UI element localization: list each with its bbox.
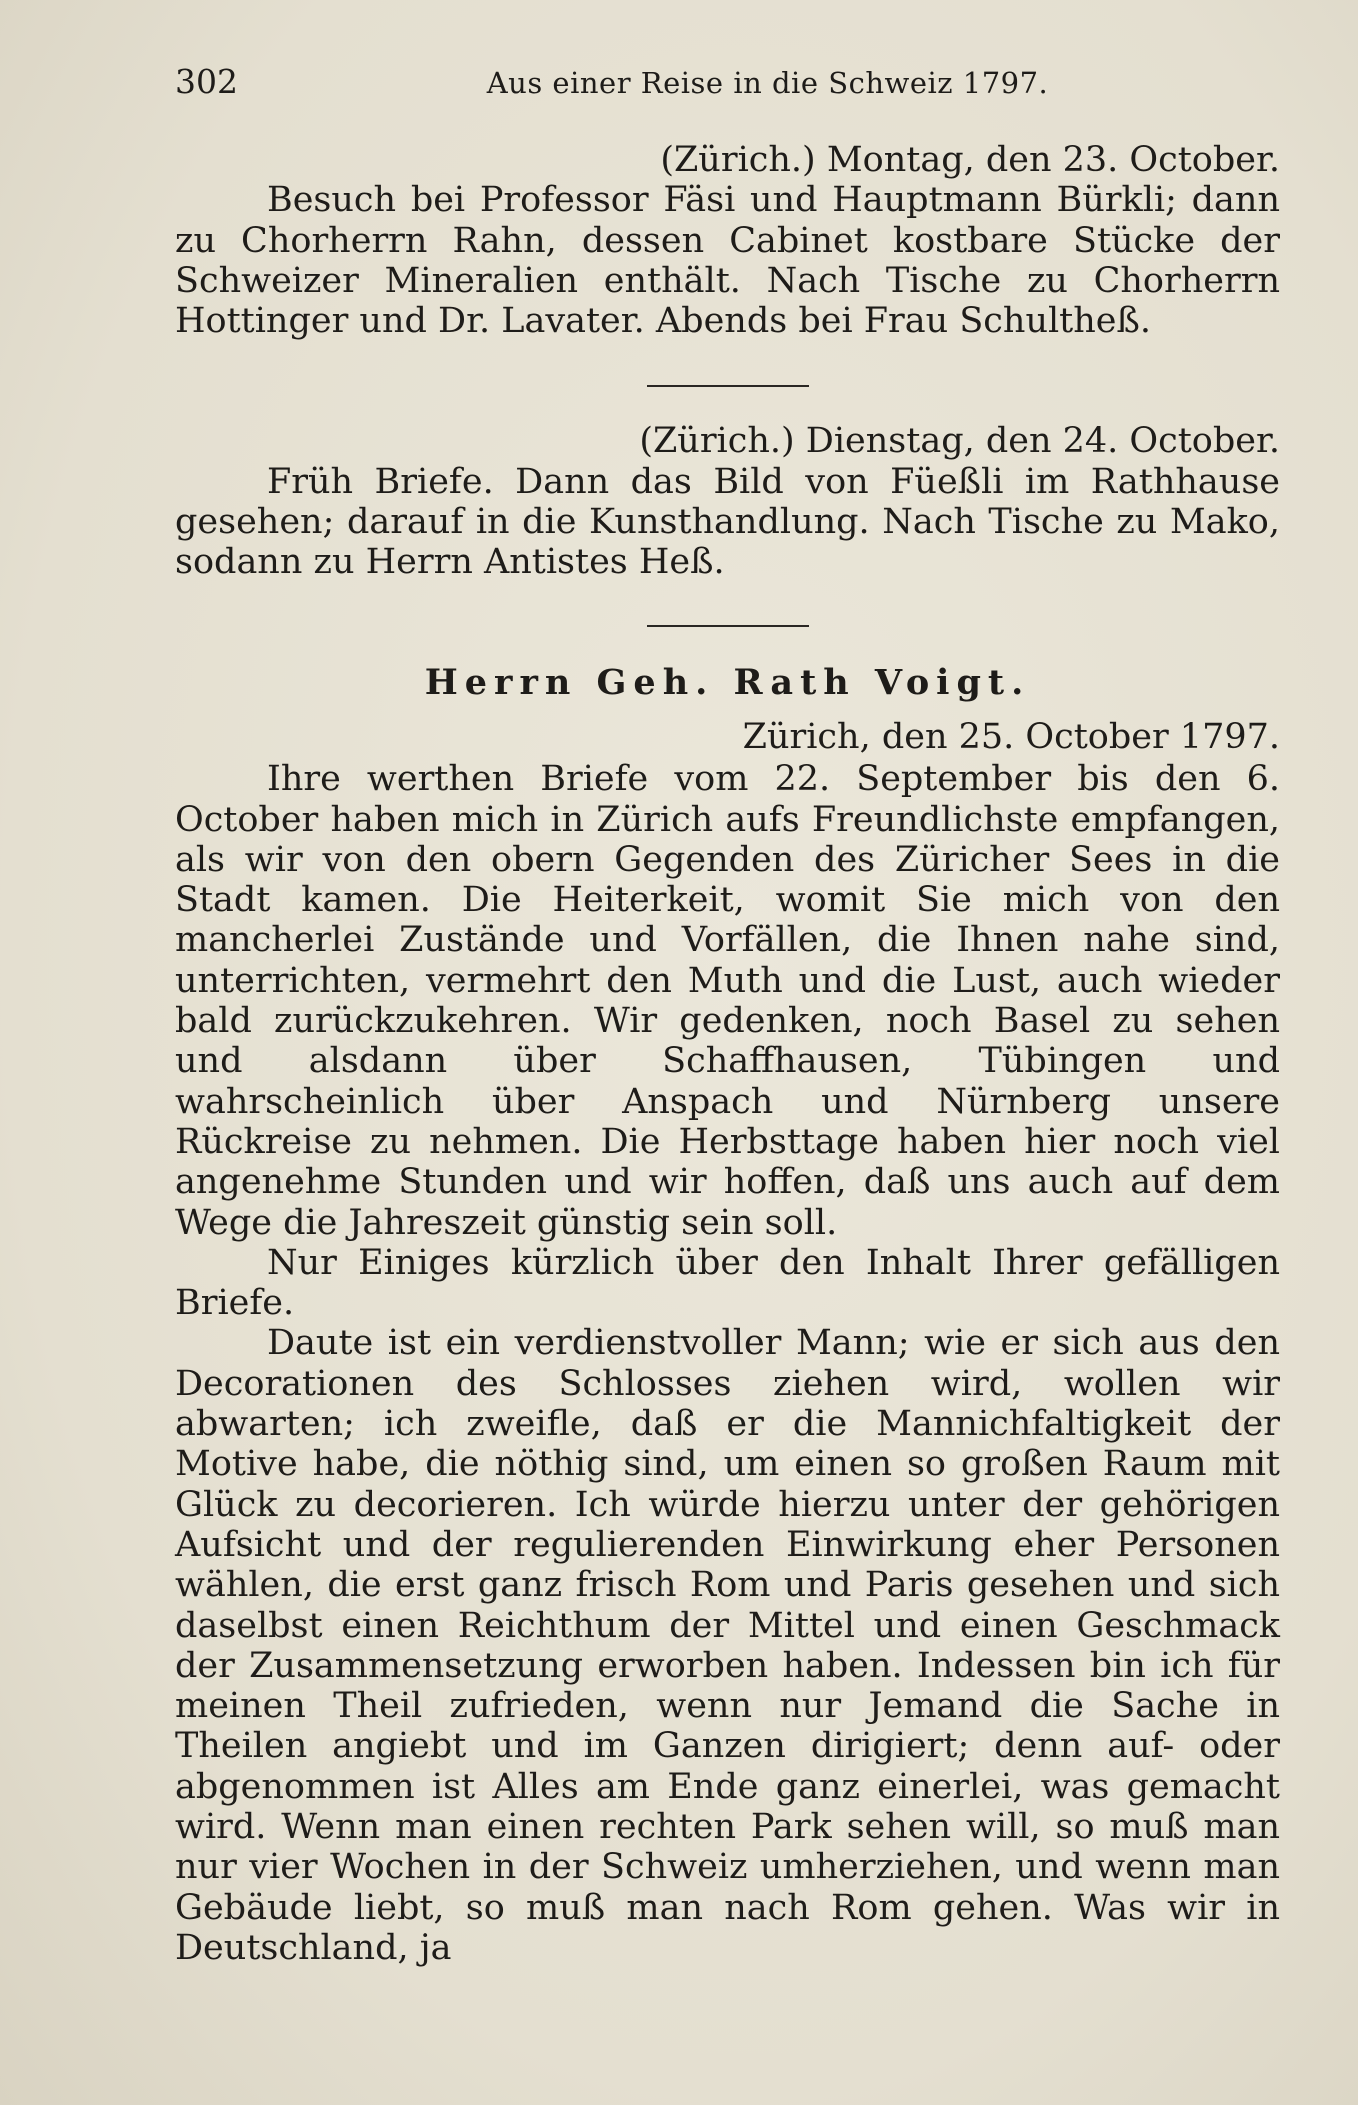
entry-text: Besuch bei Professor Fäsi und Hauptmann Bürkli; dann zu Chorherrn Rahn, dessen Cabinet kostbare Stücke der Schweizer Mineralien enthält. Nach Tische zu Chorherrn Hottinger und Dr. Lavater. Abends bei Frau Schultheß. xyxy=(175,180,1280,342)
entry-dateline: (Zürich.) Dienstag, den 24. October. xyxy=(639,421,1280,462)
running-head: Aus einer Reise in die Schweiz 1797. xyxy=(486,66,1049,100)
letter-paragraph: Ihre werthen Briefe vom 22. September bis den 6. October haben mich in Zürich aufs Freundlichste empfangen, als wir von den obern Gegenden des Züricher Sees in die Stadt kamen. Die Heiterkeit, womit Sie mich von den mancherlei Zustände und Vorfällen, die Ihnen nahe sind, unterrichten, vermehrt den Muth und die Lust, auch wieder bald zurückzukehren. Wir gedenken, noch Basel zu sehen und alsdann über Schaffhausen, Tübingen und wahrscheinlich über Anspach und Nürnberg unsere Rückreise zu nehmen. Die Herbsttage haben hier noch viel angenehme Stunden und wir hoffen, daß uns auch auf dem Wege die Jahreszeit günstig sein soll. xyxy=(175,759,1280,1243)
entry-dateline: (Zürich.) Montag, den 23. October. xyxy=(660,140,1280,180)
letter-heading: Herrn Geh. Rath Voigt. xyxy=(424,661,1031,703)
page-header xyxy=(175,62,1280,112)
page-body xyxy=(175,140,1280,1968)
letter-paragraph: Nur Einiges kürzlich über den Inhalt Ihrer gefälligen Briefe. xyxy=(175,1242,1280,1324)
section-divider xyxy=(647,385,809,387)
section-divider xyxy=(647,625,809,627)
page-number: 302 xyxy=(175,62,238,101)
letter-paragraph: Daute ist ein verdienstvoller Mann; wie er sich aus den Decorationen des Schlosses ziehen wird, wollen wir abwarten; ich zweifle, daß er die Mannichfaltigkeit der Motive habe, die nöthig sind, um einen so großen Raum mit Glück zu decorieren. Ich würde hierzu unter der gehörigen Aufsicht und der regulierenden Einwirkung eher Personen wählen, die erst ganz frisch Rom und Paris gesehen und sich daselbst einen Reichthum der Mittel und einen Geschmack der Zusammensetzung erworben haben. Indessen bin ich für meinen Theil zufrieden, wenn nur Jemand die Sache in Theilen angiebt und im Ganzen dirigiert; denn auf- oder abgenommen ist Alles am Ende ganz einerlei, was gemacht wird. Wenn man einen rechten Park sehen will, so muß man nur vier Wochen in der Schweiz umherziehen, und wenn man Gebäude liebt, so muß man nach Rom gehen. Was wir in Deutschland, ja xyxy=(175,1323,1280,1968)
entry-text: Früh Briefe. Dann das Bild von Füeßli im Rathhause gesehen; darauf in die Kunsthandlung. Nach Tische zu Mako, sodann zu Herrn Antistes Heß. xyxy=(175,461,1280,583)
letter-dateline: Zürich, den 25. October 1797. xyxy=(742,716,1280,757)
